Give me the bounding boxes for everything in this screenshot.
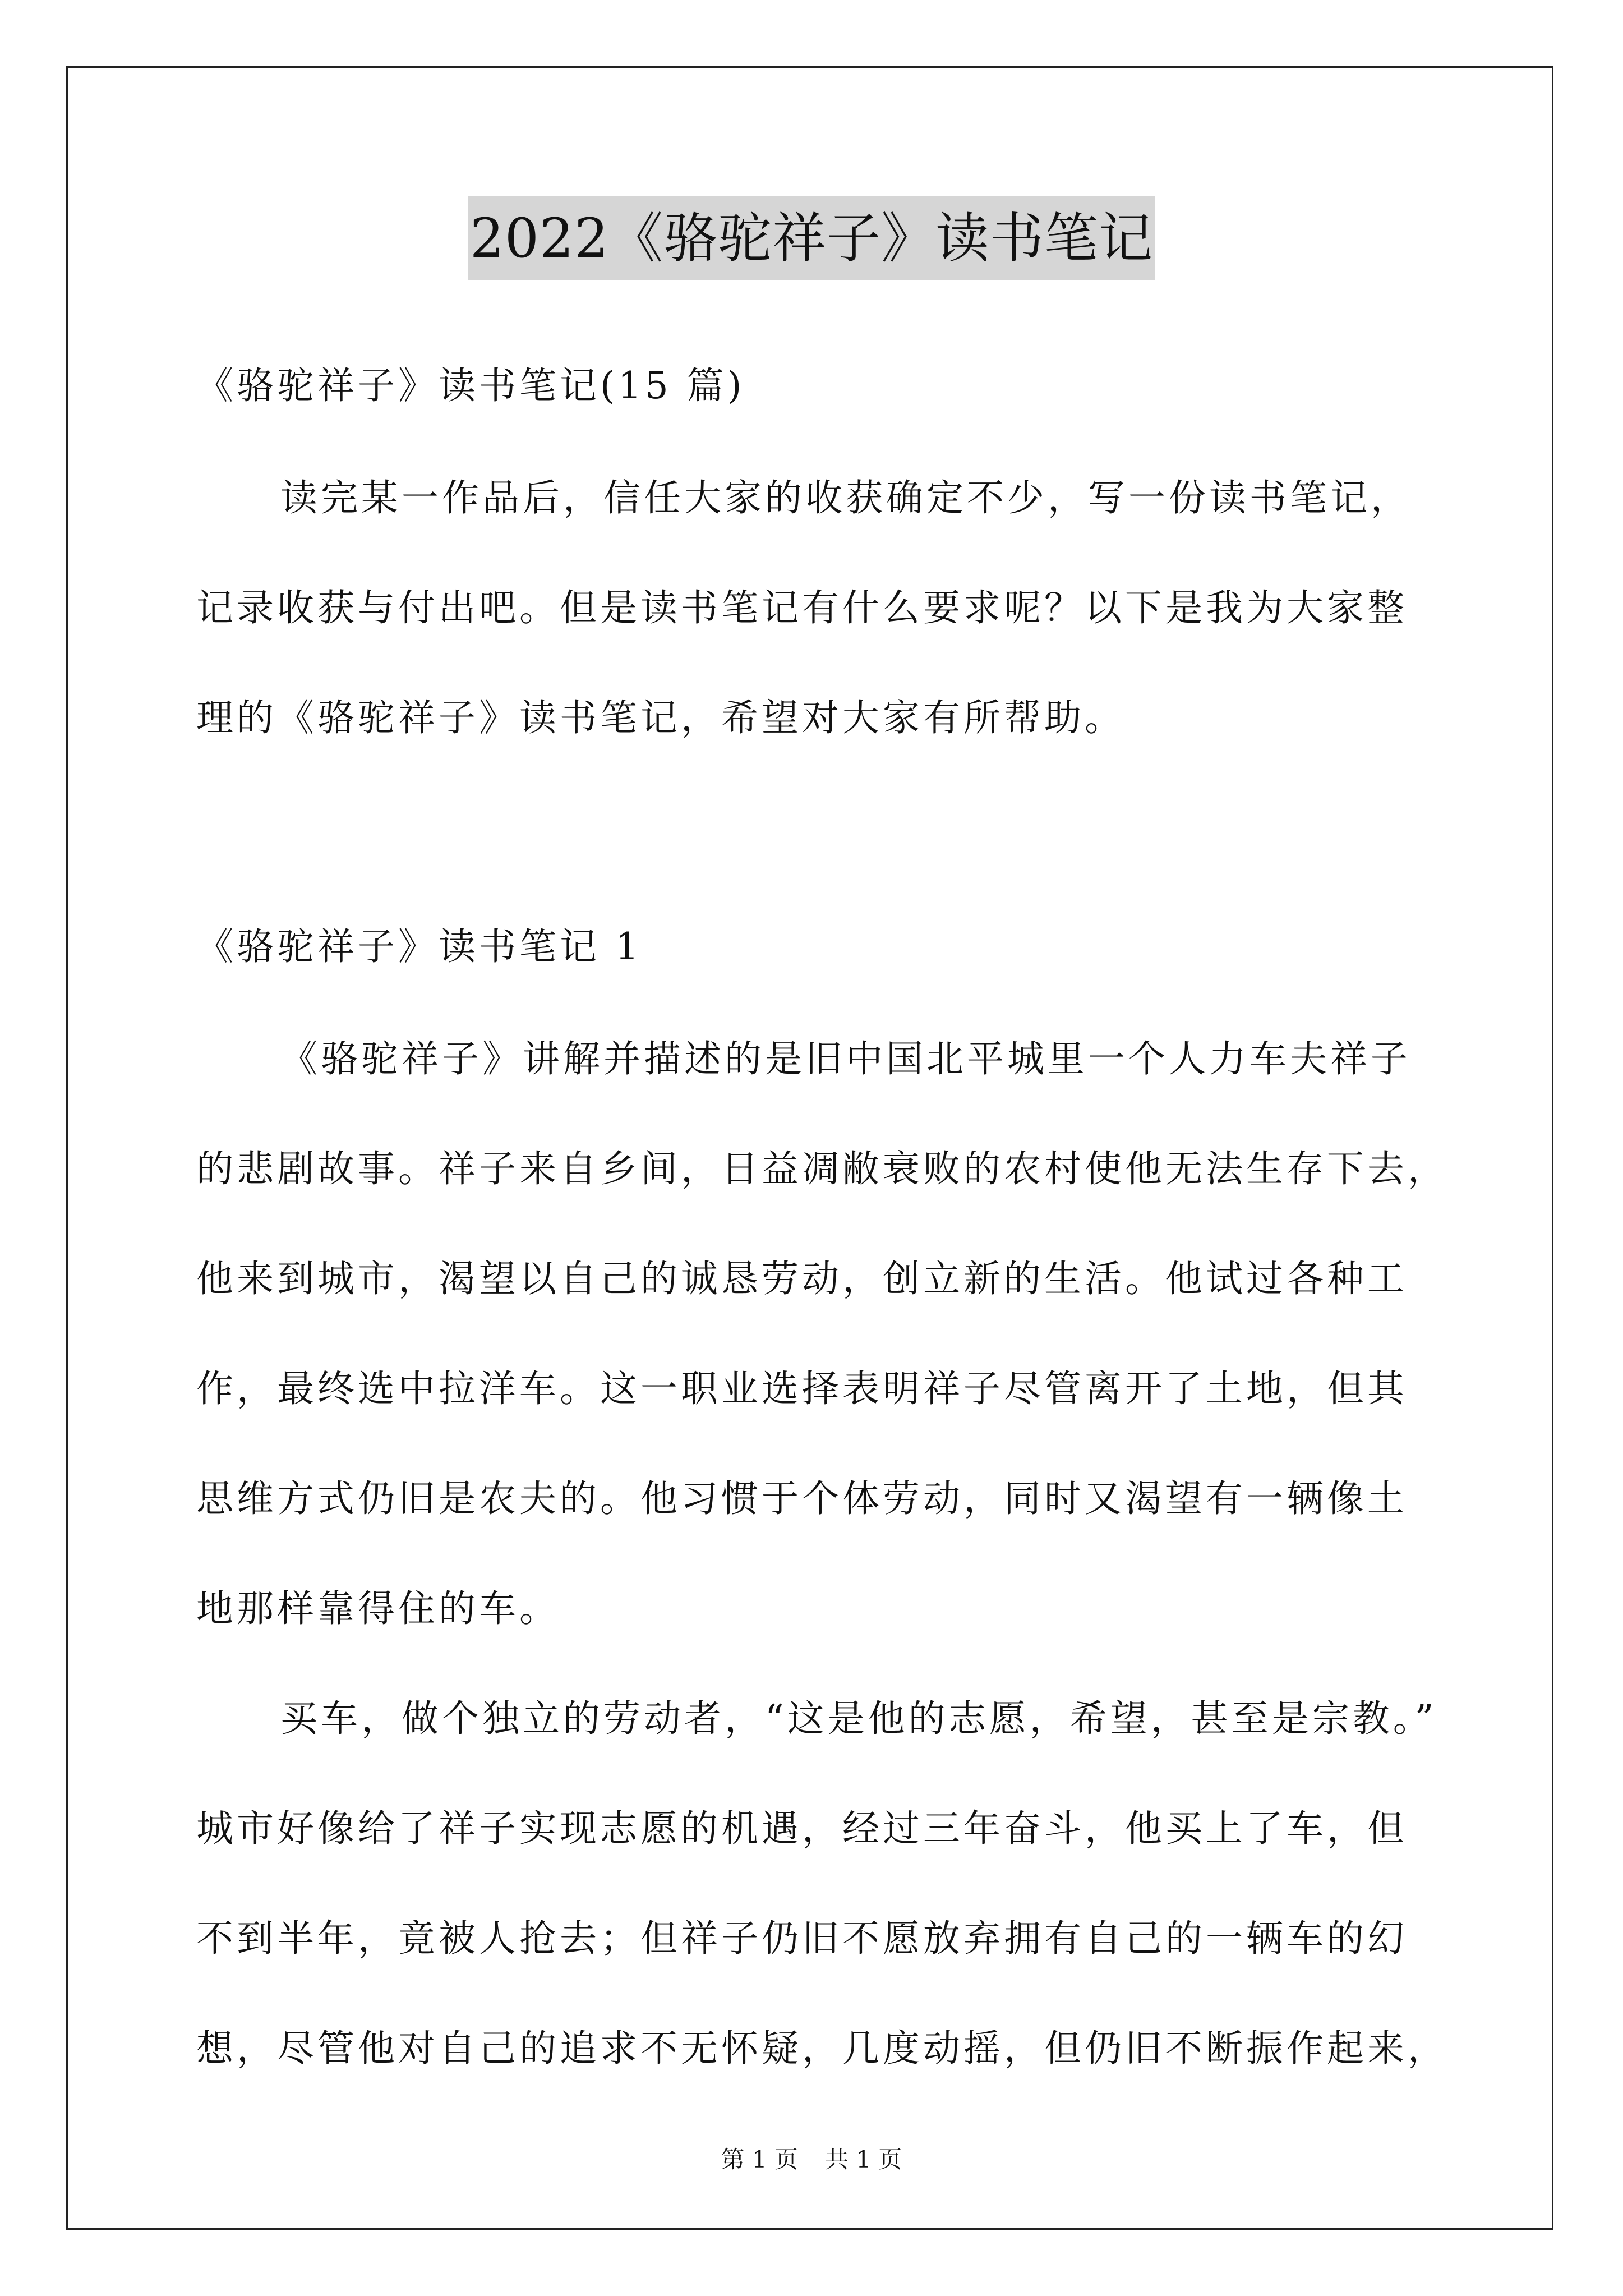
paragraph-line: 城市好像给了祥子实现志愿的机遇，经过三年奋斗，他买上了车，但 — [196, 1807, 1408, 1850]
paragraph-line: 的悲剧故事。祥子来自乡间，日益凋敝衰败的农村使他无法生存下去， — [196, 1147, 1448, 1190]
page-total: 共 1 页 — [825, 2146, 902, 2173]
paragraph-line: 思维方式仍旧是农夫的。他习惯于个体劳动，同时又渴望有一辆像土 — [196, 1477, 1408, 1520]
intro-line: 记录收获与付出吧。但是读书笔记有什么要求呢？以下是我为大家整 — [196, 586, 1408, 629]
page-number: 第 1 页 — [721, 2146, 798, 2173]
paragraph-line: 地那样靠得住的车。 — [196, 1587, 560, 1630]
intro-paragraph — [196, 443, 1514, 773]
paragraph-1 — [196, 1004, 1514, 1664]
subtitle-block — [196, 331, 1514, 441]
intro-line: 理的《骆驼祥子》读书笔记，希望对大家有所帮助。 — [196, 696, 1125, 739]
intro-line: 读完某一作品后，信任大家的收获确定不少，写一份读书笔记， — [280, 476, 1411, 519]
document-subtitle: 《骆驼祥子》读书笔记(15 篇) — [196, 364, 745, 407]
paragraph-line: 作，最终选中拉洋车。这一职业选择表明祥子尽管离开了土地，但其 — [196, 1367, 1408, 1410]
title-container — [0, 196, 1623, 280]
paragraph-line: 买车，做个独立的劳动者，“这是他的志愿，希望，甚至是宗教。” — [280, 1697, 1437, 1740]
page-footer — [0, 2143, 1623, 2177]
paragraph-2 — [196, 1664, 1514, 2104]
paragraph-line: 他来到城市，渴望以自己的诚恳劳动，创立新的生活。他试过各种工 — [196, 1257, 1408, 1300]
document-title: 2022《骆驼祥子》读书笔记 — [468, 196, 1155, 280]
paragraph-line: 《骆驼祥子》讲解并描述的是旧中国北平城里一个人力车夫祥子 — [280, 1037, 1411, 1080]
section-heading-block — [196, 892, 1514, 1002]
section-heading: 《骆驼祥子》读书笔记 1 — [196, 925, 642, 968]
paragraph-line: 不到半年，竟被人抢去；但祥子仍旧不愿放弃拥有自己的一辆车的幻 — [196, 1917, 1408, 1960]
paragraph-line: 想，尽管他对自己的追求不无怀疑，几度动摇，但仍旧不断振作起来， — [196, 2027, 1448, 2070]
